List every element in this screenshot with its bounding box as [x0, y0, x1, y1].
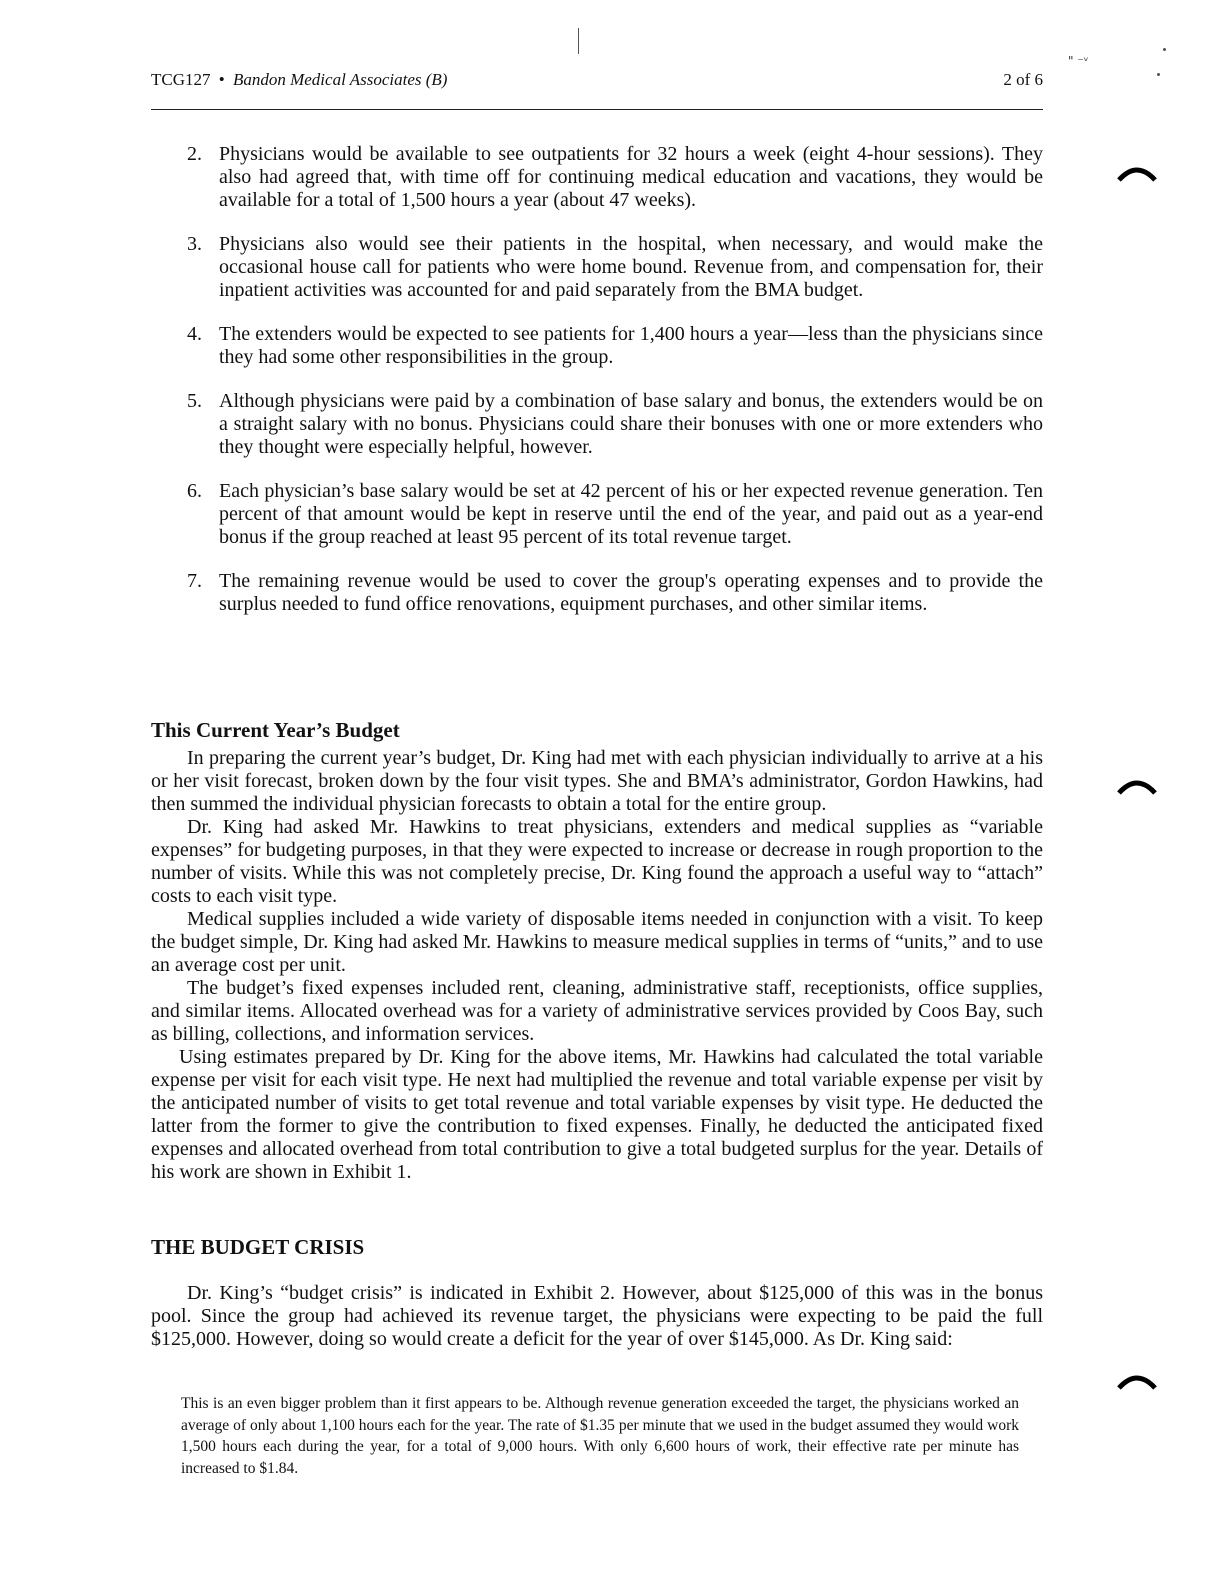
paragraph: Using estimates prepared by Dr. King for the above items, Mr. Hawkins had calculated the total variable expense per visit for each visit type. He next had multiplied the revenue and total variable expense per visit by the anticipated number of visits to get total revenue and total variable expenses by visit type. He deducted the latter from the former to give the contribution to fixed expenses. Finally, he deducted the anticipated fixed expenses and allocated overhead from total contribution to give a total budgeted surplus for the year. Details of his work are shown in Exhibit 1.: [151, 1046, 1043, 1183]
binder-hole-arc-icon: [1117, 162, 1157, 182]
scan-dot: [1157, 73, 1160, 76]
paragraph: In preparing the current year’s budget, Dr. King had met with each physician individually to arrive at a his or her visit forecast, broken down by the four visit types. She and BMA’s administrator, Gordon Hawkins, had then summed the individual physician forecasts to obtain a total for the entire group.: [151, 747, 1043, 815]
list-item: [151, 480, 1043, 549]
section-heading: THE BUDGET CRISIS: [151, 1235, 365, 1259]
case-title: Bandon Medical Associates (B): [232, 70, 448, 89]
list-number: 7.: [187, 570, 202, 592]
list-text: Physicians would be available to see outpatients for 32 hours a week (eight 4-hour sessions). They also had agreed that, with time off for continuing medical education and vacations, they would be available for a total of 1,500 hours a year (about 47 weeks).: [219, 143, 1043, 211]
list-item: [151, 143, 1043, 212]
crisis-section: [151, 1235, 1043, 1351]
list-number: 4.: [187, 323, 202, 345]
list-item: [151, 323, 1043, 369]
list-item: [151, 233, 1043, 302]
page-number: 2 of 6: [1003, 70, 1043, 89]
scan-tick-mark: [578, 28, 579, 54]
binder-hole-arc-icon: [1117, 1370, 1157, 1390]
scan-scribble: " ⁻ᵛ: [1068, 54, 1089, 68]
list-item: [151, 570, 1043, 616]
paragraph: Medical supplies included a wide variety of disposable items needed in conjunction with a visit. To keep the budget simple, Dr. King had asked Mr. Hawkins to measure medical supplies in terms of “units,” and to use an average cost per unit.: [151, 908, 1043, 976]
list-text: Each physician’s base salary would be set at 42 percent of his or her expected revenue generation. Ten percent of that amount would be kept in reserve until the end of the year, and paid out as a year-end bonus if the group reached at least 95 percent of its total revenue target.: [219, 480, 1043, 548]
scan-dot: [1163, 48, 1166, 51]
budget-section: [151, 718, 1043, 1184]
list-number: 6.: [187, 480, 202, 502]
list-text: The remaining revenue would be used to cover the group's operating expenses and to provide the surplus needed to fund office renovations, equipment purchases, and other similar items.: [219, 570, 1043, 615]
case-code: TCG127: [151, 70, 211, 89]
list-text: The extenders would be expected to see patients for 1,400 hours a year—less than the physicians since they had some other responsibilities in the group.: [219, 323, 1043, 368]
paragraph: Dr. King had asked Mr. Hawkins to treat physicians, extenders and medical supplies as “variable expenses” for budgeting purposes, in that they were expected to increase or decrease in rough proportion to the number of visits. While this was not completely precise, Dr. King found the approach a useful way to “attach” costs to each visit type.: [151, 816, 1043, 907]
block-quote: This is an even bigger problem than it first appears to be. Although revenue generation exceeded the target, the physicians worked an average of only about 1,100 hours each for the year. The rate of $1.35 per minute that we used in the budget assumed they would work 1,500 hours each during the year, for a total of 9,000 hours. With only 6,600 hours of work, their effective rate per minute has increased to $1.84.: [181, 1395, 1019, 1477]
paragraph: The budget’s fixed expenses included rent, cleaning, administrative staff, receptionists, office supplies, and similar items. Allocated overhead was for a variety of administrative services provided by Coos Bay, such as billing, collections, and information services.: [151, 977, 1043, 1045]
paragraph: Dr. King’s “budget crisis” is indicated in Exhibit 2. However, about $125,000 of this was in the bonus pool. Since the group had achieved its revenue target, the physicians were expecting to be paid the full $125,000. However, doing so would create a deficit for the year of over $145,000. As Dr. King said:: [151, 1282, 1043, 1350]
header-left: [151, 70, 447, 90]
list-text: Although physicians were paid by a combination of base salary and bonus, the extenders would be on a straight salary with no bonus. Physicians could share their bonuses with one or more extenders who they thought were especially helpful, however.: [219, 390, 1043, 458]
header-separator: •: [218, 70, 225, 89]
section-heading: This Current Year’s Budget: [151, 718, 400, 742]
list-number: 3.: [187, 233, 202, 255]
binder-hole-arc-icon: [1117, 775, 1157, 795]
header-rule: [151, 109, 1043, 110]
page-header: [151, 70, 1043, 90]
list-item: [151, 390, 1043, 459]
list-number: 2.: [187, 143, 202, 165]
numbered-list: [151, 143, 1043, 637]
list-text: Physicians also would see their patients in the hospital, when necessary, and would make the occasional house call for patients who were home bound. Revenue from, and compensation for, their inpatient activities was accounted for and paid separately from the BMA budget.: [219, 233, 1043, 301]
list-number: 5.: [187, 390, 202, 412]
